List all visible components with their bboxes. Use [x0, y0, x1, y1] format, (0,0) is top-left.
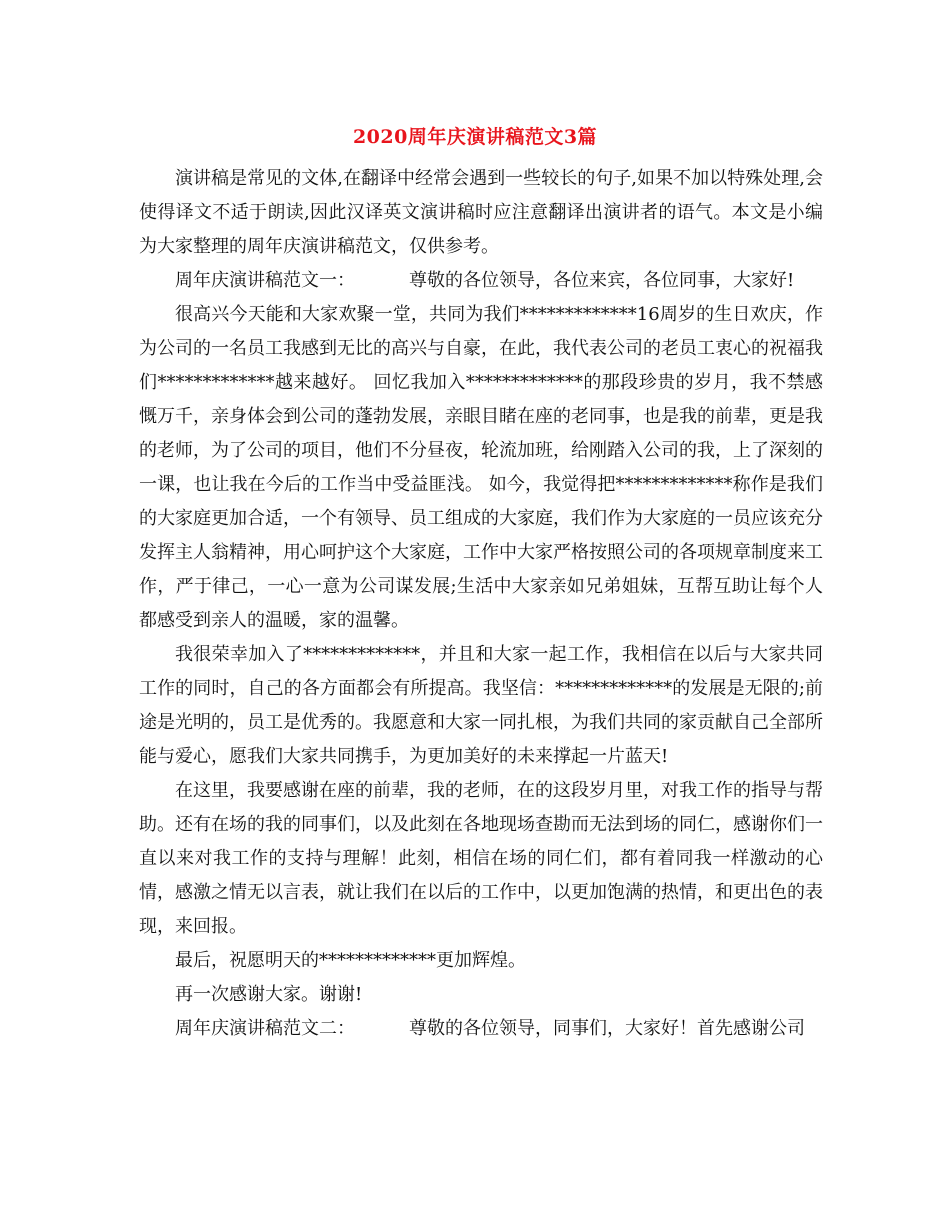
document-body	[139, 158, 823, 1046]
paragraph-speech-one-body-3: 在这里，我要感谢在座的前辈，我的老师，在的这段岁月里，对我工作的指导与帮助。还有在场的我的同事们，以及此刻在各地现场查勘而无法到场的同仁，感谢你们一直以来对我工作的支持与理解！此刻，相信在场的同仁们，都有着同我一样激动的心情，感激之情无以言表，就让我们在以后的工作中，以更加饱满的热情，和更出色的表现，来回报。	[139, 780, 823, 937]
document-title: 2020周年庆演讲稿范文3篇	[352, 126, 598, 148]
paragraph-intro: 演讲稿是常见的文体,在翻译中经常会遇到一些较长的句子,如果不加以特殊处理,会使得译文不适于朗读,因此汉译英文演讲稿时应注意翻译出演讲者的语气。本文是小编为大家整理的周年庆演讲稿范文，仅供参考。	[139, 168, 823, 257]
paragraph-speech-one-body-2: 我很荣幸加入了*************，并且和大家一起工作，我相信在以后与大家共同工作的同时，自己的各方面都会有所提高。我坚信：*************的发展是无限的;前途是光明的，员工是优秀的。我愿意和大家一同扎根，为我们共同的家贡献自己全部所能与爱心，愿我们大家共同携手，为更加美好的未来撑起一片蓝天!	[139, 644, 823, 767]
paragraph-speech-one-body-1: 很高兴今天能和大家欢聚一堂，共同为我们*************16周岁的生日欢庆，作为公司的一名员工我感到无比的高兴与自豪，在此，我代表公司的老员工衷心的祝福我们*************越来越好。 回忆我加入*************的那段珍贵的岁月，我不禁感慨万千，亲身体会到公司的蓬勃发展，亲眼目睹在座的老同事，也是我的前辈，更是我的老师，为了公司的项目，他们不分昼夜，轮流加班，给刚踏入公司的我，上了深刻的一课，也让我在今后的工作当中受益匪浅。 如今，我觉得把*************称作是我们的大家庭更加合适，一个有领导、员工组成的大家庭，我们作为大家庭的一员应该充分发挥主人翁精神，用心呵护这个大家庭，工作中大家严格按照公司的各项规章制度来工作，严于律己，一心一意为公司谋发展;生活中大家亲如兄弟姐妹，互帮互助让每个人都感受到亲人的温暖，家的温馨。	[139, 304, 823, 631]
greeting-speech-one: 尊敬的各位领导，各位来宾，各位同事，大家好!	[409, 270, 795, 291]
greeting-speech-two: 尊敬的各位领导，同事们，大家好！首先感谢公司	[409, 1018, 805, 1039]
paragraph-speech-one-heading	[139, 264, 823, 298]
section-heading-speech-one: 周年庆演讲稿范文一：	[175, 270, 355, 291]
section-heading-speech-two: 周年庆演讲稿范文二：	[175, 1018, 355, 1039]
paragraph-speech-one-body-4: 最后，祝愿明天的*************更加辉煌。	[175, 950, 526, 971]
paragraph-speech-two-heading	[139, 1012, 823, 1046]
paragraph-speech-one-body-5: 再一次感谢大家。谢谢!	[175, 984, 363, 1005]
